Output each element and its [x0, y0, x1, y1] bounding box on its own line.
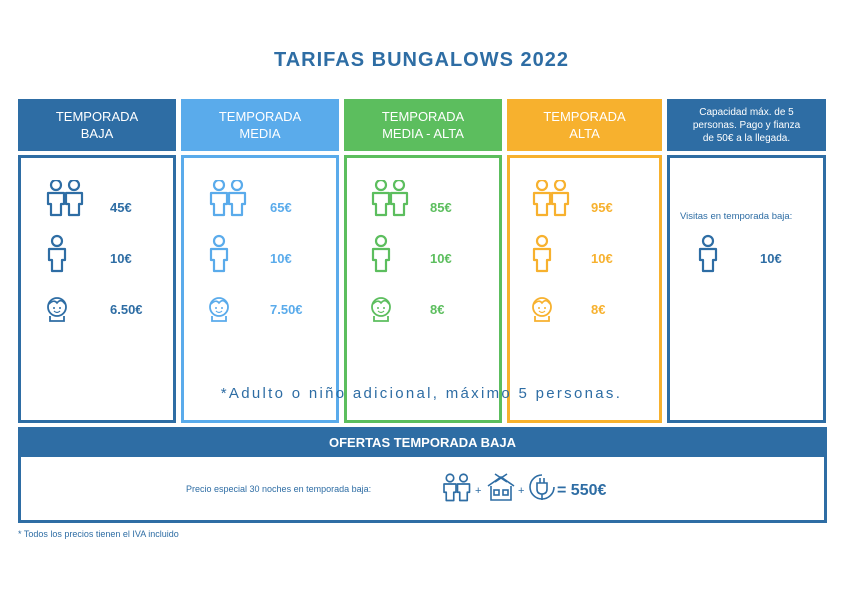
child-icon — [206, 295, 232, 327]
adult-icon — [206, 234, 232, 276]
header-line: TEMPORADA — [55, 109, 139, 124]
header-line: personas. Pago y fianza — [692, 119, 801, 131]
price-adults-media-alta: 85€ — [430, 200, 452, 215]
adult-icon — [529, 234, 555, 276]
adult-icon — [44, 234, 70, 276]
header-line: Capacidad máx. de 5 — [699, 106, 794, 118]
price-adults-baja: 45€ — [110, 200, 132, 215]
offers-panel — [18, 457, 827, 523]
adult-icon — [695, 234, 721, 276]
offer-price: = 550€ — [557, 482, 607, 499]
header-temporada-baja — [18, 99, 176, 151]
adult-icon — [368, 234, 394, 276]
electric-plug-icon — [527, 472, 557, 504]
plus-sign: + — [518, 485, 525, 497]
column-media — [181, 155, 339, 423]
header-line: TEMPORADA — [218, 109, 302, 124]
additional-person-note: *Adulto o niño adicional, máximo 5 personas. — [220, 385, 623, 402]
child-icon — [529, 295, 555, 327]
two-adults-icon — [369, 180, 413, 222]
header-capacity-info — [667, 99, 826, 151]
header-temporada-media-alta — [344, 99, 502, 151]
two-adults-icon — [441, 472, 473, 506]
price-adults-alta: 95€ — [591, 200, 613, 215]
offer-description: Precio especial 30 noches en temporada baja: — [186, 484, 372, 494]
header-line: BAJA — [80, 126, 114, 141]
child-icon — [368, 295, 394, 327]
header-line: MEDIA — [239, 126, 281, 141]
bungalow-icon — [485, 473, 517, 503]
header-line: MEDIA - ALTA — [382, 126, 464, 141]
child-icon — [44, 295, 70, 327]
price-child-alta: 8€ — [591, 302, 606, 317]
price-additional-adult-media-alta: 10€ — [430, 251, 452, 266]
header-temporada-media — [181, 99, 339, 151]
iva-note: * Todos los precios tienen el IVA incluido — [18, 529, 179, 539]
two-adults-icon — [530, 180, 574, 222]
page-title: TARIFAS BUNGALOWS 2022 — [274, 49, 569, 71]
price-additional-adult-media: 10€ — [270, 251, 292, 266]
column-media-alta — [344, 155, 502, 423]
price-visits: 10€ — [760, 251, 782, 266]
plus-sign: + — [475, 485, 482, 497]
header-temporada-alta — [507, 99, 662, 151]
price-additional-adult-alta: 10€ — [591, 251, 613, 266]
header-line: TEMPORADA — [543, 109, 626, 124]
header-line: TEMPORADA — [381, 109, 465, 124]
price-child-baja: 6.50€ — [110, 302, 143, 317]
column-info — [667, 155, 826, 423]
header-line: ALTA — [569, 126, 600, 141]
two-adults-icon — [207, 180, 251, 222]
offers-header: OFERTAS TEMPORADA BAJA — [18, 427, 827, 457]
header-line: de 50€ a la llegada. — [702, 132, 791, 144]
price-child-media: 7.50€ — [270, 302, 303, 317]
price-adults-media: 65€ — [270, 200, 292, 215]
visits-label: Visitas en temporada baja: — [680, 211, 793, 222]
price-additional-adult-baja: 10€ — [110, 251, 132, 266]
price-child-media-alta: 8€ — [430, 302, 445, 317]
column-baja — [18, 155, 176, 423]
two-adults-icon — [44, 180, 88, 222]
